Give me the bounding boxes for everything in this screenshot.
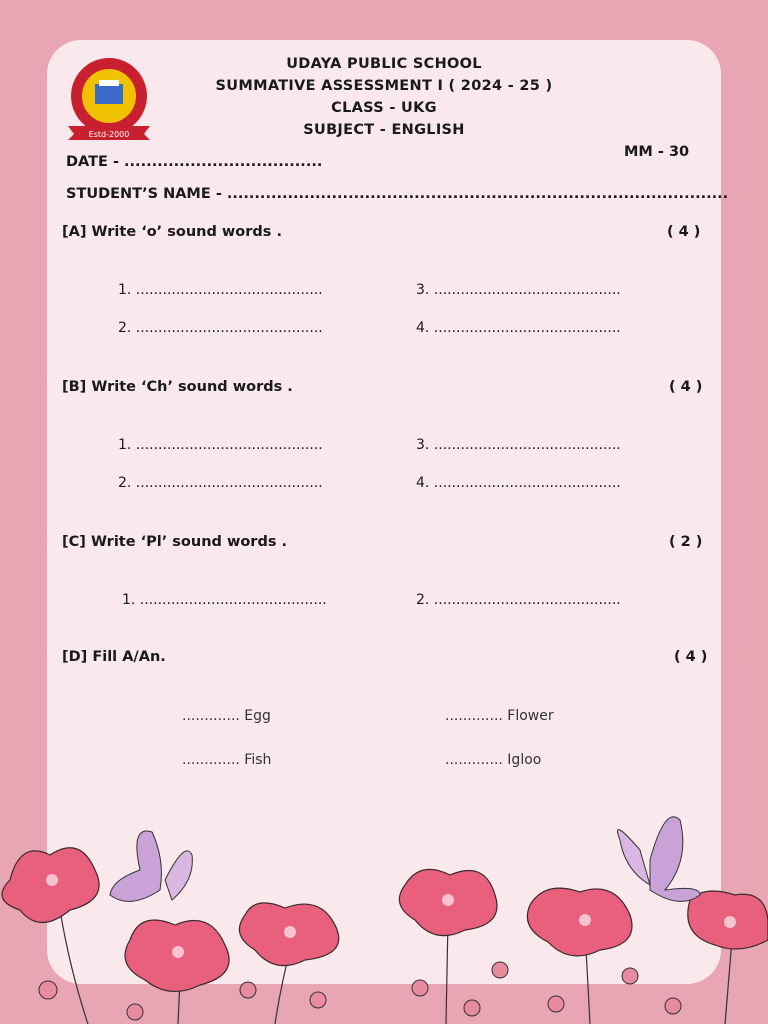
date-field[interactable]: DATE - .................................... <box>66 154 323 170</box>
school-logo <box>64 56 154 142</box>
answer-line[interactable]: 2. .......................................... <box>118 320 323 336</box>
fill-blank-item[interactable]: ............. Fish <box>182 752 272 768</box>
flower-decoration <box>0 800 768 1024</box>
section-b-marks: ( 4 ) <box>669 379 703 395</box>
answer-line[interactable]: 4. .......................................... <box>416 320 621 336</box>
butterfly-icon <box>618 817 701 902</box>
answer-line[interactable]: 4. .......................................... <box>416 475 621 491</box>
answer-line[interactable]: 3. .......................................... <box>416 437 621 453</box>
student-name-field[interactable]: STUDENT’S NAME - ........................................................................................... <box>66 186 729 202</box>
answer-line[interactable]: 2. .......................................... <box>118 475 323 491</box>
fill-blank-item[interactable]: ............. Igloo <box>445 752 542 768</box>
subject-label: SUBJECT - ENGLISH <box>303 122 465 138</box>
answer-line[interactable]: 3. .......................................... <box>416 282 621 298</box>
answer-line[interactable]: 1. .......................................... <box>118 282 323 298</box>
section-a-title: [A] Write ‘o’ sound words . <box>62 224 282 240</box>
fill-blank-item[interactable]: ............. Flower <box>445 708 554 724</box>
section-b-title: [B] Write ‘Ch’ sound words . <box>62 379 293 395</box>
fill-blank-item[interactable]: ............. Egg <box>182 708 271 724</box>
class-label: CLASS - UKG <box>331 100 437 116</box>
answer-line[interactable]: 1. .......................................... <box>122 592 327 608</box>
butterfly-icon <box>110 831 192 901</box>
section-c-title: [C] Write ‘Pl’ sound words . <box>62 534 288 550</box>
answer-line[interactable]: 2. .......................................... <box>416 592 621 608</box>
max-marks: MM - 30 <box>624 144 690 160</box>
section-a-marks: ( 4 ) <box>667 224 701 240</box>
section-d-marks: ( 4 ) <box>674 649 708 665</box>
section-d-title: [D] Fill A/An. <box>62 649 166 665</box>
assessment-title: SUMMATIVE ASSESSMENT I ( 2024 - 25 ) <box>215 78 553 94</box>
section-c-marks: ( 2 ) <box>669 534 703 550</box>
answer-line[interactable]: 1. .......................................... <box>118 437 323 453</box>
school-name: UDAYA PUBLIC SCHOOL <box>286 56 482 72</box>
logo-estd: Estd-2000 <box>88 130 130 139</box>
